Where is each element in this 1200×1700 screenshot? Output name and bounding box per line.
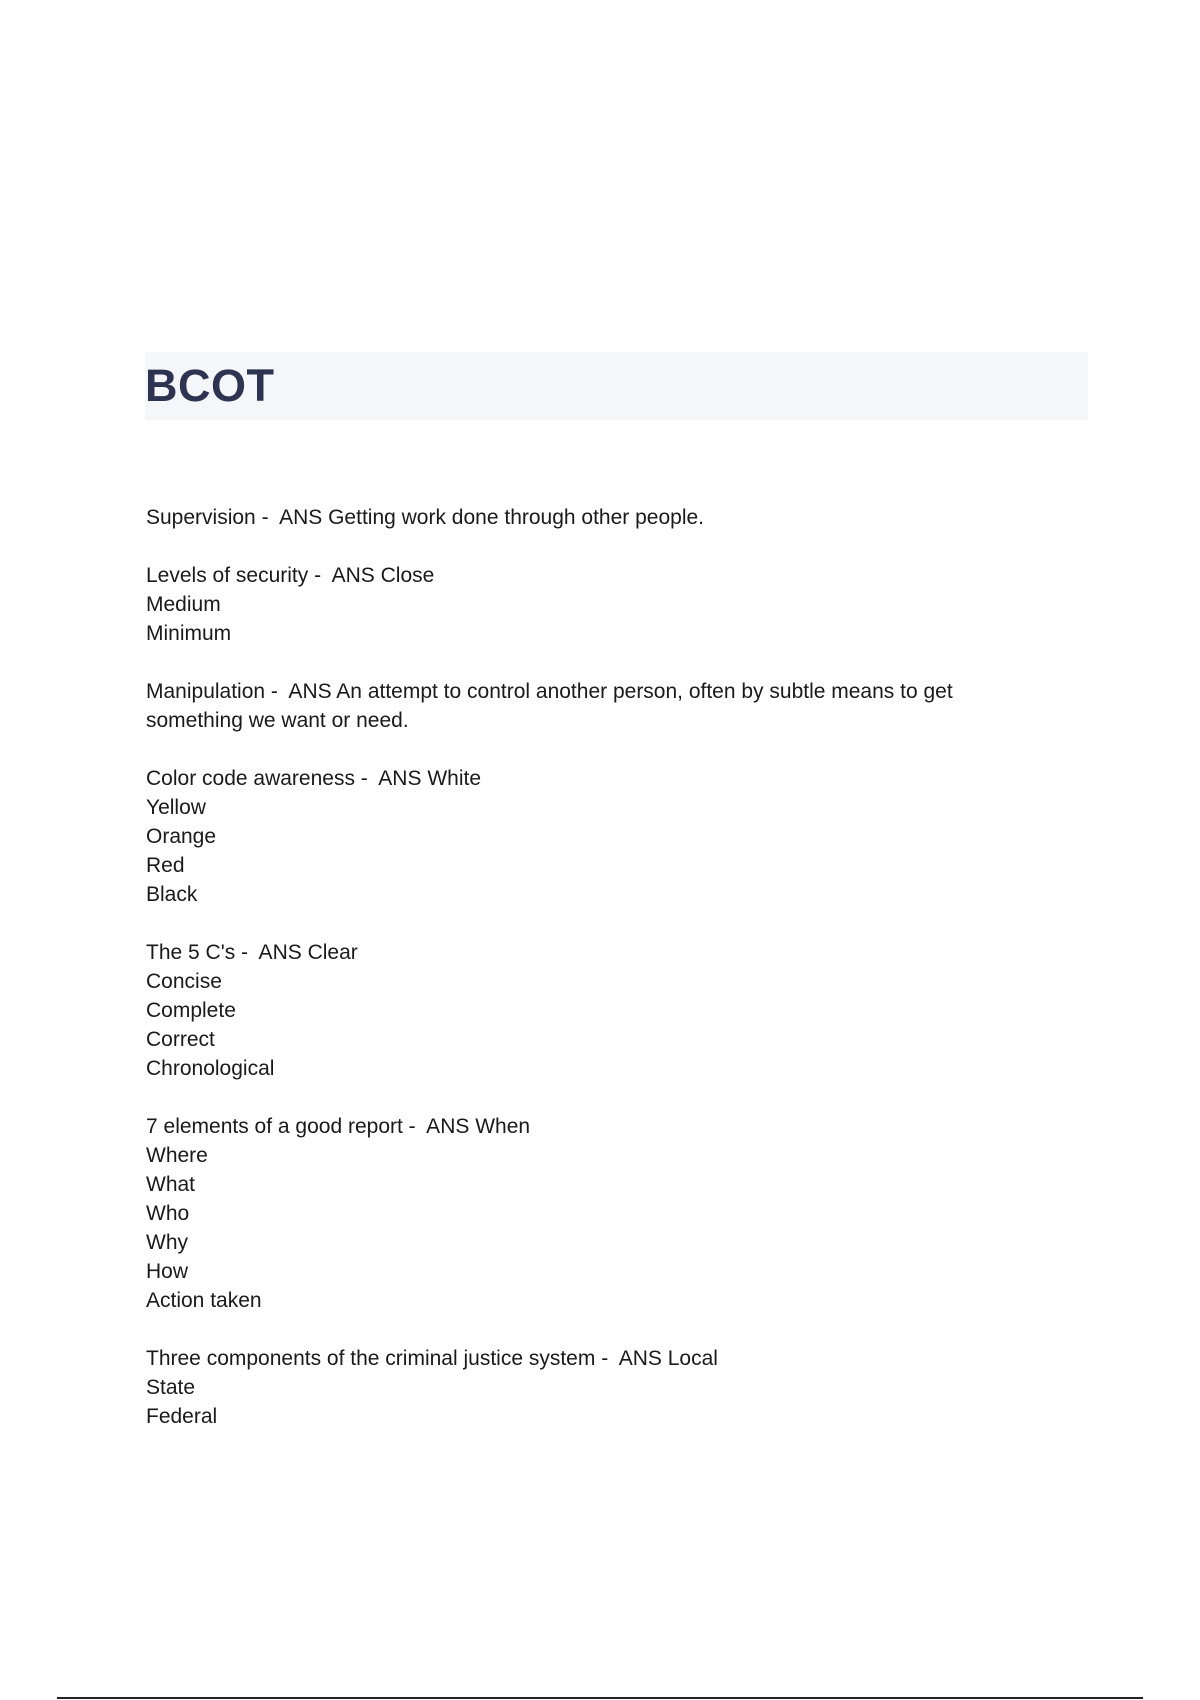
answer-text: Chronological <box>146 1057 275 1080</box>
qa-first-line <box>146 1344 1066 1373</box>
qa-entry <box>146 677 1066 735</box>
question-term: Supervision <box>146 506 256 529</box>
qa-answer-line <box>146 590 1066 619</box>
answer-text: Concise <box>146 970 222 993</box>
answer-text: Who <box>146 1202 190 1225</box>
answer-text: Getting work done through other people. <box>328 506 705 529</box>
answer-text: White <box>427 767 481 790</box>
answer-text: Red <box>146 854 185 877</box>
qa-entry <box>146 503 1066 532</box>
answer-text: Local <box>667 1347 718 1370</box>
answer-separator: - ANS <box>265 680 337 703</box>
qa-entry <box>146 1344 1066 1431</box>
qa-answer-line <box>146 967 1066 996</box>
footer-rule <box>57 1697 1143 1699</box>
qa-answer-line <box>146 1286 1066 1315</box>
question-term: Levels of security <box>146 564 309 587</box>
qa-list <box>146 503 1066 1460</box>
qa-answer-line <box>146 1373 1066 1402</box>
qa-answer-line <box>146 1025 1066 1054</box>
qa-first-line <box>146 764 1066 793</box>
answer-separator: - ANS <box>235 941 308 964</box>
answer-text: State <box>146 1376 196 1399</box>
qa-answer-line <box>146 1257 1066 1286</box>
answer-text: How <box>146 1260 189 1283</box>
qa-first-line <box>146 561 1066 590</box>
qa-entry <box>146 1112 1066 1315</box>
qa-entry <box>146 764 1066 909</box>
answer-text: When <box>475 1115 531 1138</box>
answer-text: What <box>146 1173 196 1196</box>
answer-text: Yellow <box>146 796 206 819</box>
answer-separator: - ANS <box>402 1115 476 1138</box>
answer-text: Where <box>146 1144 208 1167</box>
qa-answer-line <box>146 1170 1066 1199</box>
answer-separator: - ANS <box>354 767 428 790</box>
qa-first-line <box>146 938 1066 967</box>
question-term: 7 elements of a good report <box>146 1115 403 1138</box>
qa-answer-line <box>146 1228 1066 1257</box>
answer-text: Clear <box>307 941 358 964</box>
question-term: The 5 C's <box>146 941 236 964</box>
qa-answer-line <box>146 1141 1066 1170</box>
document-title: BCOT <box>145 360 275 411</box>
qa-answer-line <box>146 851 1066 880</box>
question-term: Color code awareness <box>146 767 355 790</box>
answer-separator: - ANS <box>595 1347 668 1370</box>
qa-first-line <box>146 1112 1066 1141</box>
answer-text: Complete <box>146 999 236 1022</box>
answer-text: An attempt to control another person, often by subtle means to get <box>336 680 953 703</box>
qa-entry <box>146 938 1066 1083</box>
answer-text: Orange <box>146 825 217 848</box>
qa-first-line <box>146 503 1066 532</box>
qa-answer-line <box>146 822 1066 851</box>
qa-answer-line <box>146 1402 1066 1431</box>
qa-first-line <box>146 677 1066 706</box>
question-term: Manipulation <box>146 680 266 703</box>
answer-text: something we want or need. <box>146 709 409 732</box>
answer-text: Close <box>380 564 435 587</box>
qa-answer-line <box>146 1199 1066 1228</box>
answer-text: Black <box>146 883 198 906</box>
answer-separator: - ANS <box>308 564 381 587</box>
answer-text: Minimum <box>146 622 232 645</box>
title-band <box>145 352 1088 420</box>
qa-answer-line <box>146 619 1066 648</box>
qa-answer-line <box>146 706 1066 735</box>
answer-text: Correct <box>146 1028 215 1051</box>
answer-text: Medium <box>146 593 221 616</box>
qa-answer-line <box>146 1054 1066 1083</box>
answer-text: Federal <box>146 1405 218 1428</box>
question-term: Three components of the criminal justice system <box>146 1347 596 1370</box>
qa-answer-line <box>146 793 1066 822</box>
qa-answer-line <box>146 996 1066 1025</box>
qa-answer-line <box>146 880 1066 909</box>
answer-text: Why <box>146 1231 188 1254</box>
answer-separator: - ANS <box>255 506 329 529</box>
qa-entry <box>146 561 1066 648</box>
answer-text: Action taken <box>146 1289 262 1312</box>
